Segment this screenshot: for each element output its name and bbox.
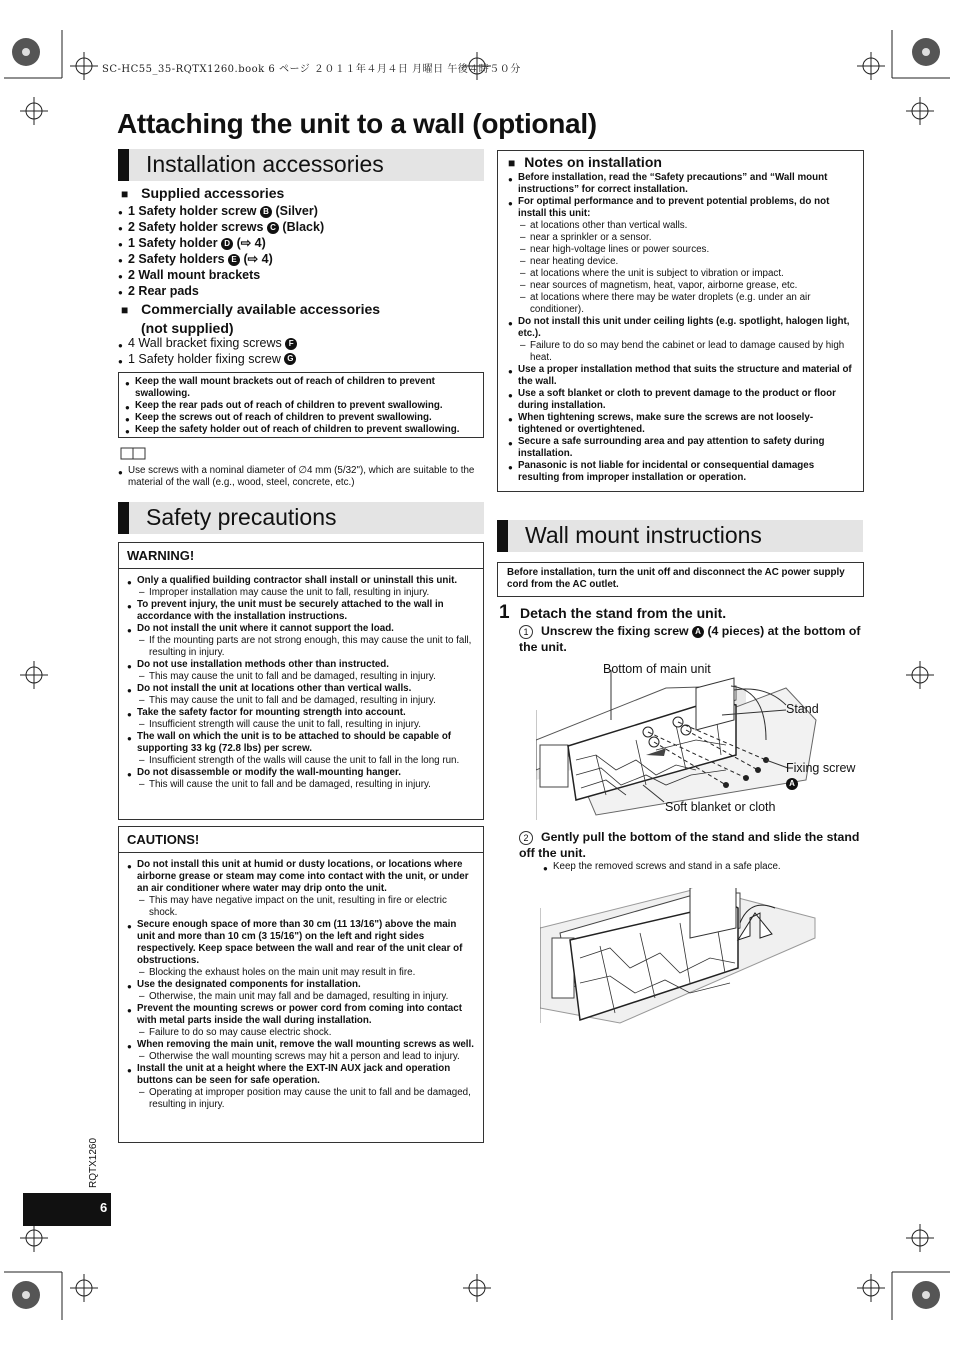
caution-item-detail: – Otherwise, the main unit may fall and be damaged, resulting in injury. bbox=[137, 991, 475, 1003]
caution-item-detail: – Operating at improper position may cause the unit to fall and be damaged, resulting in injury. bbox=[137, 1087, 475, 1111]
warning-item-detail: – Insufficient strength will cause the unit to fall, resulting in injury. bbox=[137, 719, 475, 731]
notes-heading: ■ Notes on installation bbox=[508, 154, 853, 170]
caution-item-detail: – Otherwise the wall mounting screws may hit a person and lead to injury. bbox=[137, 1051, 475, 1063]
print-header: SC-HC55_35-RQTX1260.book 6 ページ ２０１１年４月４日 月曜日 午後４時５０分 bbox=[102, 64, 521, 75]
caution-box bbox=[118, 826, 484, 1143]
caution-item: ● Prevent the mounting screws or power cord from coming into contact with metal parts inside the wall during installation. – Failure to do so may cause electric shock. bbox=[127, 1003, 475, 1039]
warning-item: ● Only a qualified building contractor shall install or uninstall this unit. – Improper installation may cause the unit to fall, resulting in injury. bbox=[127, 575, 475, 599]
caution-title: CAUTIONS! bbox=[119, 827, 483, 853]
warning-item: ● Do not disassemble or modify the wall-mounting hanger. – This will cause the unit to fall and be damaged, resulting in injury. bbox=[127, 767, 475, 791]
warning-item-detail: – Improper installation may cause the unit to fall, resulting in injury. bbox=[137, 587, 475, 599]
caution-item-detail: – Blocking the exhaust holes on the main unit may result in fire. bbox=[137, 967, 475, 979]
note-item: ● Do not install this unit under ceiling lights (e.g. spotlight, halogen light, etc.). – Failure to do so may bend the cabinet or lead to damage caused by high heat. bbox=[508, 316, 853, 364]
warning-item-detail: – This may cause the unit to fall and be damaged, resulting in injury. bbox=[137, 671, 475, 683]
note-item: ● When tightening screws, make sure the screws are not loosely-tightened or overtightened. bbox=[508, 412, 853, 436]
commercial-item: ● 4 Wall bracket fixing screws F bbox=[118, 336, 478, 352]
badge-f-icon: F bbox=[285, 338, 297, 350]
supplied-list bbox=[118, 203, 478, 299]
wall-mount-heading: Wall mount instructions bbox=[497, 520, 863, 552]
step-title: Detach the stand from the unit. bbox=[520, 605, 727, 621]
label-stand: Stand bbox=[786, 702, 819, 716]
substep-2-note: ● Keep the removed screws and stand in a safe place. bbox=[543, 861, 863, 873]
warning-item: ● Take the safety factor for mounting strength into account. – Insufficient strength will cause the unit to fall, resulting in injury. bbox=[127, 707, 475, 731]
warning-item-detail: – This may cause the unit to fall and be damaged, resulting in injury. bbox=[137, 695, 475, 707]
note-item: ● Use a proper installation method that suits the structure and material of the wall. bbox=[508, 364, 853, 388]
page-title: Attaching the unit to a wall (optional) bbox=[117, 108, 597, 139]
note-item-detail: – Failure to do so may bend the cabinet or lead to damage caused by high heat. bbox=[518, 340, 853, 364]
warning-item: ● The wall on which the unit is to be attached to should be capable of supporting 33 kg (72.8 lbs) per screw. – Insufficient strength of the walls will cause the unit to fall in the long run. bbox=[127, 731, 475, 767]
caution-list bbox=[119, 853, 483, 1111]
warning-item-detail: – This will cause the unit to fall and be damaged, resulting in injury. bbox=[137, 779, 475, 791]
caution-item-detail: – This may have negative impact on the unit, resulting in fire or electric shock. bbox=[137, 895, 475, 919]
commercial-list bbox=[118, 336, 478, 367]
badge-b-icon: B bbox=[260, 206, 272, 218]
slide-stand-figure bbox=[540, 888, 820, 1028]
commercial-item: ● 1 Safety holder fixing screw G bbox=[118, 352, 478, 368]
installation-accessories-heading: Installation accessories bbox=[118, 149, 484, 181]
notes-box bbox=[497, 150, 864, 492]
note-item-detail: – at locations where there may be water droplets (e.g. under an air conditioner). bbox=[518, 292, 853, 316]
warning-title: WARNING! bbox=[119, 543, 483, 569]
label-fixing-screw: Fixing screw bbox=[786, 761, 856, 775]
supplied-item: ● 2 Wall mount brackets bbox=[118, 267, 478, 283]
badge-g-icon: G bbox=[284, 353, 296, 365]
label-bottom-of-unit: Bottom of main unit bbox=[603, 662, 711, 676]
note-item-detail: – near high-voltage lines or power sources. bbox=[518, 244, 853, 256]
before-install-note: Before installation, turn the unit off and disconnect the AC power supply cord from the AC outlet. bbox=[507, 567, 845, 590]
badge-a-icon: A bbox=[692, 626, 704, 638]
child-warning-item: ● Keep the rear pads out of reach of children to prevent swallowing. bbox=[125, 400, 477, 412]
warning-item: ● Do not install the unit at locations other than vertical walls. – This may cause the unit to fall and be damaged, resulting in injury. bbox=[127, 683, 475, 707]
badge-d-icon: D bbox=[221, 238, 233, 250]
caution-item: ● Secure enough space of more than 30 cm (11 13/16") above the main unit and more than 10 cm (3 15/16") on the left and right sides respectively. Keep space between the wall and rear of the unit clear of obstructions. – Blocking the exhaust holes on the main unit may result in fire. bbox=[127, 919, 475, 979]
badge-c-icon: C bbox=[267, 222, 279, 234]
substep-2: 2 Gently pull the bottom of the stand and slide the stand off the unit. bbox=[519, 830, 860, 860]
page-number: 6 bbox=[100, 1200, 108, 1215]
step-number: 1 bbox=[499, 602, 510, 623]
note-item: ● Panasonic is not liable for incidental or consequential damages resulting from improper installation or operation. bbox=[508, 460, 853, 484]
child-warning-item: ● Keep the safety holder out of reach of children to prevent swallowing. bbox=[125, 424, 477, 436]
substep-2-number: 2 bbox=[519, 831, 533, 845]
doc-code: RQTX1260 bbox=[88, 1137, 99, 1188]
supplied-item: ● 2 Rear pads bbox=[118, 283, 478, 299]
supplied-accessories-heading: ■ Supplied accessories bbox=[121, 185, 284, 201]
supplied-item: ● 2 Safety holder screws C (Black) bbox=[118, 219, 478, 235]
warning-item: ● Do not use installation methods other than instructed. – This may cause the unit to fall and be damaged, resulting in injury. bbox=[127, 659, 475, 683]
warning-box bbox=[118, 542, 484, 820]
note-item: ● Use a soft blanket or cloth to prevent damage to the product or floor during installation. bbox=[508, 388, 853, 412]
substep-1: 1 Unscrew the fixing screw A (4 pieces) at the bottom of the unit. bbox=[519, 624, 861, 654]
screw-note: ● Use screws with a nominal diameter of ∅4 mm (5/32"), which are suitable to the material of the wall (e.g., wood, steel, concrete, etc.) bbox=[118, 465, 478, 489]
note-item-detail: – at locations other than vertical walls. bbox=[518, 220, 853, 232]
caution-item: ● Use the designated components for installation. – Otherwise, the main unit may fall and be damaged, resulting in injury. bbox=[127, 979, 475, 1003]
note-item-detail: – near sources of magnetism, heat, vapor, airborne grease, etc. bbox=[518, 280, 853, 292]
supplied-item: ● 1 Safety holder screw B (Silver) bbox=[118, 203, 478, 219]
child-warning-item: ● Keep the screws out of reach of children to prevent swallowing. bbox=[125, 412, 477, 424]
note-item-detail: – near heating device. bbox=[518, 256, 853, 268]
child-warning-list bbox=[125, 376, 477, 436]
safety-precautions-heading: Safety precautions bbox=[118, 502, 484, 534]
warning-item: ● To prevent injury, the unit must be securely attached to the wall in accordance with the installation instructions. bbox=[127, 599, 475, 623]
step-1 bbox=[499, 602, 726, 624]
page-tab bbox=[23, 1193, 111, 1226]
supplied-item: ● 1 Safety holder D (⇨ 4) bbox=[118, 235, 478, 251]
caution-item: ● Install the unit at a height where the EXT-IN AUX jack and operation buttons can be seen for safe operation. – Operating at improper position may cause the unit to fall and be damaged, resulting in injury. bbox=[127, 1063, 475, 1111]
caution-item: ● When removing the main unit, remove the wall mounting screws as well. – Otherwise the wall mounting screws may hit a person and lead to injury. bbox=[127, 1039, 475, 1063]
before-install-box bbox=[497, 562, 864, 597]
note-item: ● For optimal performance and to prevent potential problems, do not install this unit: – at locations other than vertical walls. – near a sprinkler or a sensor. – near high-voltage lines or power sources. – near heating device. – at locations where the unit is subject to vibration or impact. – near sources of magnetism, heat, vapor, airborne grease, etc. – at locations where there may be water droplets (e.g. under an air conditioner). bbox=[508, 196, 853, 316]
notes-list bbox=[508, 172, 853, 484]
warning-item: ● Do not install the unit where it cannot support the load. – If the mounting parts are not strong enough, this may cause the unit to fall, resulting in injury. bbox=[127, 623, 475, 659]
child-warning-item: ● Keep the wall mount brackets out of reach of children to prevent swallowing. bbox=[125, 376, 477, 400]
badge-a-icon: A bbox=[786, 778, 798, 790]
badge-e-icon: E bbox=[228, 254, 240, 266]
caution-item: ● Do not install this unit at humid or dusty locations, or locations where airborne grease or steam may come into contact with the unit, or under an air conditioner where water may drip onto the unit. – This may have negative impact on the unit, resulting in fire or electric shock. bbox=[127, 859, 475, 919]
warning-list bbox=[119, 569, 483, 791]
book-icon bbox=[120, 447, 148, 461]
substep-1-number: 1 bbox=[519, 625, 533, 639]
note-item: ● Before installation, read the “Safety precautions” and “Wall mount instructions” for correct installation. bbox=[508, 172, 853, 196]
note-item-detail: – near a sprinkler or a sensor. bbox=[518, 232, 853, 244]
supplied-item: ● 2 Safety holders E (⇨ 4) bbox=[118, 251, 478, 267]
child-warning-box bbox=[118, 372, 484, 438]
note-item: ● Secure a safe surrounding area and pay attention to safety during installation. bbox=[508, 436, 853, 460]
caution-item-detail: – Failure to do so may cause electric shock. bbox=[137, 1027, 475, 1039]
label-soft-blanket: Soft blanket or cloth bbox=[665, 800, 776, 814]
note-item-detail: – at locations where the unit is subject to vibration or impact. bbox=[518, 268, 853, 280]
warning-item-detail: – Insufficient strength of the walls will cause the unit to fall in the long run. bbox=[137, 755, 475, 767]
commercial-accessories-heading: ■ Commercially available accessories (not supplied) bbox=[121, 300, 380, 337]
warning-item-detail: – If the mounting parts are not strong enough, this may cause the unit to fall, resulting in injury. bbox=[137, 635, 475, 659]
